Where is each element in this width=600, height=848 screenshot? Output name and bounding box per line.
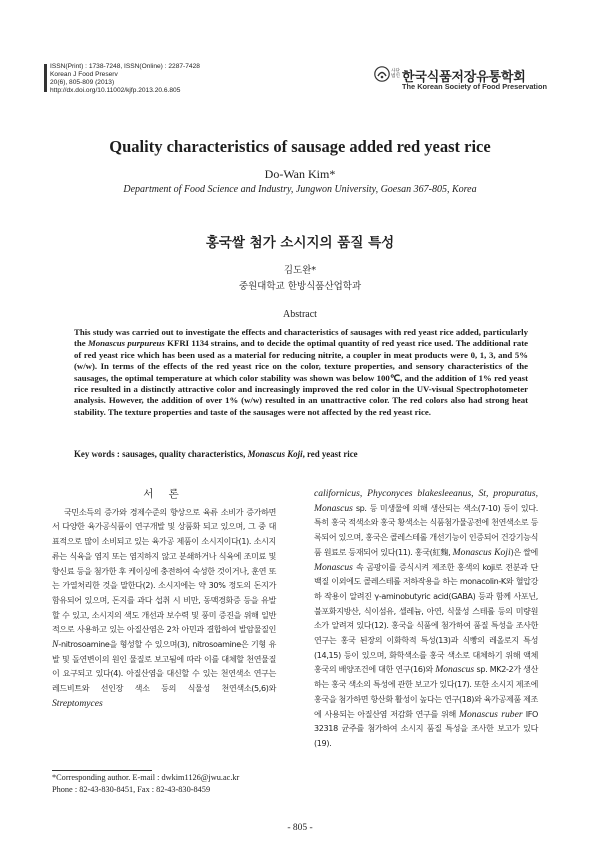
author-en: Do-Wan Kim*	[264, 167, 336, 181]
abstract-body: This study was carried out to investigate the effects and characteristics of sausages with red yeast rice added, particularly the Monascus purpureus KFRI 1134 strains, and to decide the optimal quantity of red yeast rice used. The additional rate of red yeast rice which has been used as a material for reducing nitrite, a coupler in meat products were 0, 1, 3, and 5% (w/w). In terms of the effects of the red yeast rice on the color, texture properties, and sensory characteristics of the sausages, the optimal temperature at which color stability was shown was below 100℃, and the addition of 1% red yeast rice resulted in a distinctly attractive color and increasingly improved the red color in the UV-visual Spectrophotometer analysis. However, the addition of over 1% (w/w) resulted in an unattractive color. The red colors also had strong heat stability. The texture properties and taste of the sausages were not affected by the red yeast rice.	[74, 327, 528, 417]
abstract-heading: Abstract	[283, 309, 317, 320]
society-logo-icon	[374, 66, 390, 82]
volume-line: 20(6), 805-809 (2013)	[50, 79, 115, 86]
journal-metadata	[50, 63, 310, 95]
footnote-rule	[52, 770, 152, 771]
doi-link[interactable]: http://dx.doi.org/10.11002/kjfp.2013.20.6.805	[50, 87, 181, 94]
keywords: Key words : sausages, quality characteristics, Monascus Koji, red yeast rice	[74, 449, 358, 459]
society-name-en: The Korean Society of Food Preservation	[402, 82, 547, 91]
author-ko: 김도완*	[283, 265, 317, 276]
footnote-email: *Corresponding author. E-mail : dwkim1126@jwu.ac.kr	[52, 773, 240, 782]
issn-line: ISSN(Print) : 1738-7248, ISSN(Online) : 2287-7428	[50, 63, 200, 70]
species-name: Monascus purpureus	[88, 338, 165, 349]
affiliation-ko: 중원대학교 한방식품산업학과	[238, 281, 362, 292]
society-logo	[374, 64, 554, 94]
paper-title-en: Quality characteristics of sausage added red yeast rice	[109, 137, 491, 156]
keywords-label: Key words :	[74, 449, 123, 459]
body-column-left	[52, 487, 276, 712]
body-column-right	[314, 487, 538, 752]
footnote-phone: Phone : 82-43-830-8451, Fax : 82-43-830-8459	[52, 785, 211, 794]
intro-paragraph-right: californicus, Phyconyces blakesleeanus, St, propuratus, Monascus sp. 등 미생물에 의해 생산되는 색소(7-10) 등이 있다. 특히 홍국 적색소와 홍국 황색소는 식품첨가물공전에 천연색소로 등록되어 있으며, 홍국은 콜레스테롤 개선기능이 인증되어 건강기능식품 원료로 등재되어 있다(11). 홍국(紅麴, Monascus Koji)은 쌀에 Monascus 속 곰팡이를 증식시켜 제조한 홍색의 koji로 전분과 단백질 이외에도 콜레스테롤 저하작용을 하는 monacolin-K와 혈압강하 작용이 알려진 γ-aminobutyric acid(GABA) 등과 함께 사포닌, 불포화지방산, 식이섬유, 셀레늄, 아연, 식물성 스테롤 등의 미량원소가 알려져 있다(12). 홍국을 식품에 첨가하여 품질 특성을 조사한 연구는 홍국 된장의 이화학적 특성(13)과 식빵의 레올로지 특성(14,15) 등이 있으며, 화학색소를 홍국 색소로 대체하기 위해 액체 홍국의 배양조건에 대한 연구(16)와 Monascus sp. MK2-2가 생산하는 홍국 색소의 특성에 관한 보고가 있다(17). 또한 소시지 제조에 홍국을 첨가하면 항산화 활성이 높다는 연구(18)와 육가공제품 제조에 사용되는 아질산염 저감화 연구를 위해 Monascus ruber IFO 32318 균주를 첨가하여 소시지 품질 특성을 조사한 보고가 있다(19).	[314, 488, 538, 748]
section-heading-intro: 서 론	[143, 488, 185, 500]
paper-title-ko: 홍국쌀 첨가 소시지의 품질 특성	[205, 235, 395, 251]
header-accent-bar	[44, 64, 47, 92]
affiliation-en: Department of Food Science and Industry, Jungwon University, Goesan 367-805, Korea	[123, 184, 477, 195]
page-number: - 805 -	[287, 823, 313, 833]
intro-paragraph-left: 국민소득의 증가와 경제수준의 향상으로 육류 소비가 증가하면서 다양한 육가공식품이 연구개발 및 상품화 되고 있으며, 그 중 대표적으로 많이 소비되고 있는 육가공 제품이 소시지이다(1). 소시지류는 식육을 염지 또는 염지하지 않고 분쇄하거나 식육에 조미료 및 향신료 등을 첨가한 후 케이싱에 충전하여 숙성한 것이거나, 훈연 또는 가열처리한 것을 말한다(2). 소시지에는 약 30% 정도의 돈지가 함유되어 있으며, 돈지를 과다 섭취 시 비만, 동맥경화증 등을 유발할 수 있고, 소시지의 색도 개선과 보수력 및 풍미 증진을 위해 일반적으로 사용하고 있는 아질산염은 2차 아민과 결합하여 발암물질인 N-nitrosoamine을 형성할 수 있으며(3), nitrosoamine은 기형 유발 및 돌연변이의 원인 물질로 보고됨에 따라 이를 대체할 천연물질이 요구되고 있다(4). 아질산염을 대신할 수 있는 천연색소 연구는 레드비트와 선인장 색소 등의 식물성 천연색소(5,6)와 Streptomyces	[52, 507, 276, 709]
journal-name: Korean J Food Preserv	[50, 71, 118, 78]
society-name-ko: 한국식품저장유통학회	[402, 70, 526, 85]
society-tag: 사단법인	[391, 69, 400, 79]
corresponding-author-footnote	[52, 772, 302, 796]
